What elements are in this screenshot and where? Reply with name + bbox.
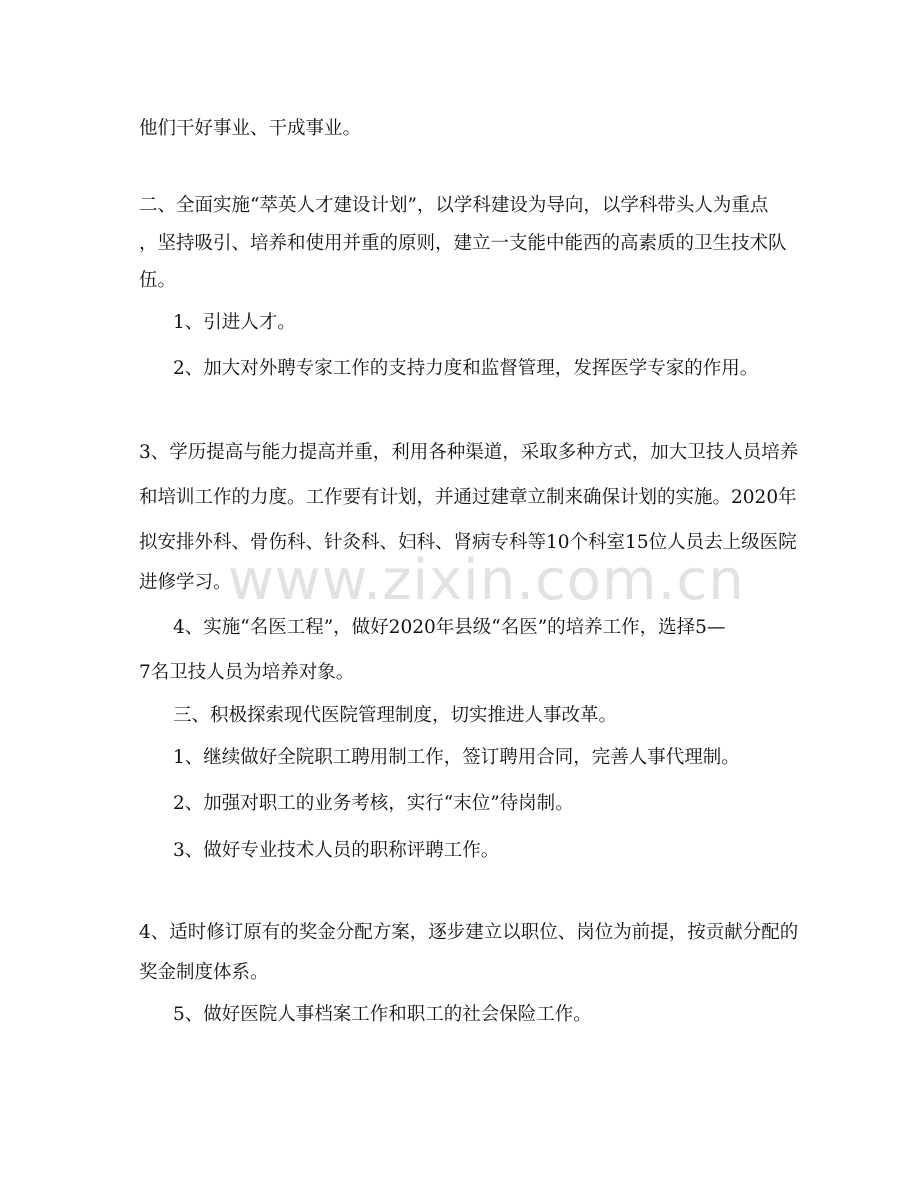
paragraph-line: 4、适时修订原有的奖金分配方案，逐步建立以职位、岗位为前提，按贡献分配的 — [139, 922, 799, 943]
paragraph-line: 二、全面实施“萃英人才建设计划”，以学科建设为导向，以学科带头人为重点 — [139, 195, 769, 216]
paragraph-line: 伍。 — [139, 270, 177, 291]
paragraph-line: ，坚持吸引、培养和使用并重的原则，建立一支能中能西的高素质的卫生技术队 — [139, 233, 787, 254]
paragraph-line: 2、加大对外聘专家工作的支持力度和监督管理，发挥医学专家的作用。 — [173, 358, 759, 379]
paragraph-line: 3、做好专业技术人员的职称评聘工作。 — [173, 840, 500, 861]
paragraph-line: 三、积极探索现代医院管理制度，切实推进人事改革。 — [173, 705, 618, 726]
paragraph-line: 5、做好医院人事档案工作和职工的社会保险工作。 — [173, 1004, 592, 1025]
paragraph-line: 1、继续做好全院职工聘用制工作，签订聘用合同，完善人事代理制。 — [173, 747, 740, 768]
paragraph-line: 2、加强对职工的业务考核，实行“末位”待岗制。 — [173, 793, 574, 814]
paragraph-line: 进修学习。 — [139, 572, 232, 593]
paragraph-line: 3、学历提高与能力提高并重，利用各种渠道，采取多种方式，加大卫技人员培养 — [139, 442, 799, 463]
watermark: www.zixin.com.cn — [228, 548, 745, 613]
paragraph-line: 1、引进人才。 — [173, 312, 296, 333]
paragraph-line: 7名卫技人员为培养对象。 — [139, 662, 355, 683]
paragraph-line: 4、实施“名医工程”，做好2020年县级“名医”的培养工作，选择5— — [173, 617, 726, 638]
paragraph-line: 他们干好事业、干成事业。 — [139, 118, 362, 139]
paragraph-line: 和培训工作的力度。工作要有计划，并通过建章立制来确保计划的实施。2020年 — [139, 487, 797, 508]
paragraph-line: 奖金制度体系。 — [139, 962, 269, 983]
paragraph-line: 拟安排外科、骨伤科、针灸科、妇科、肾病专科等10个科室15位人员去上级医院 — [139, 532, 797, 553]
